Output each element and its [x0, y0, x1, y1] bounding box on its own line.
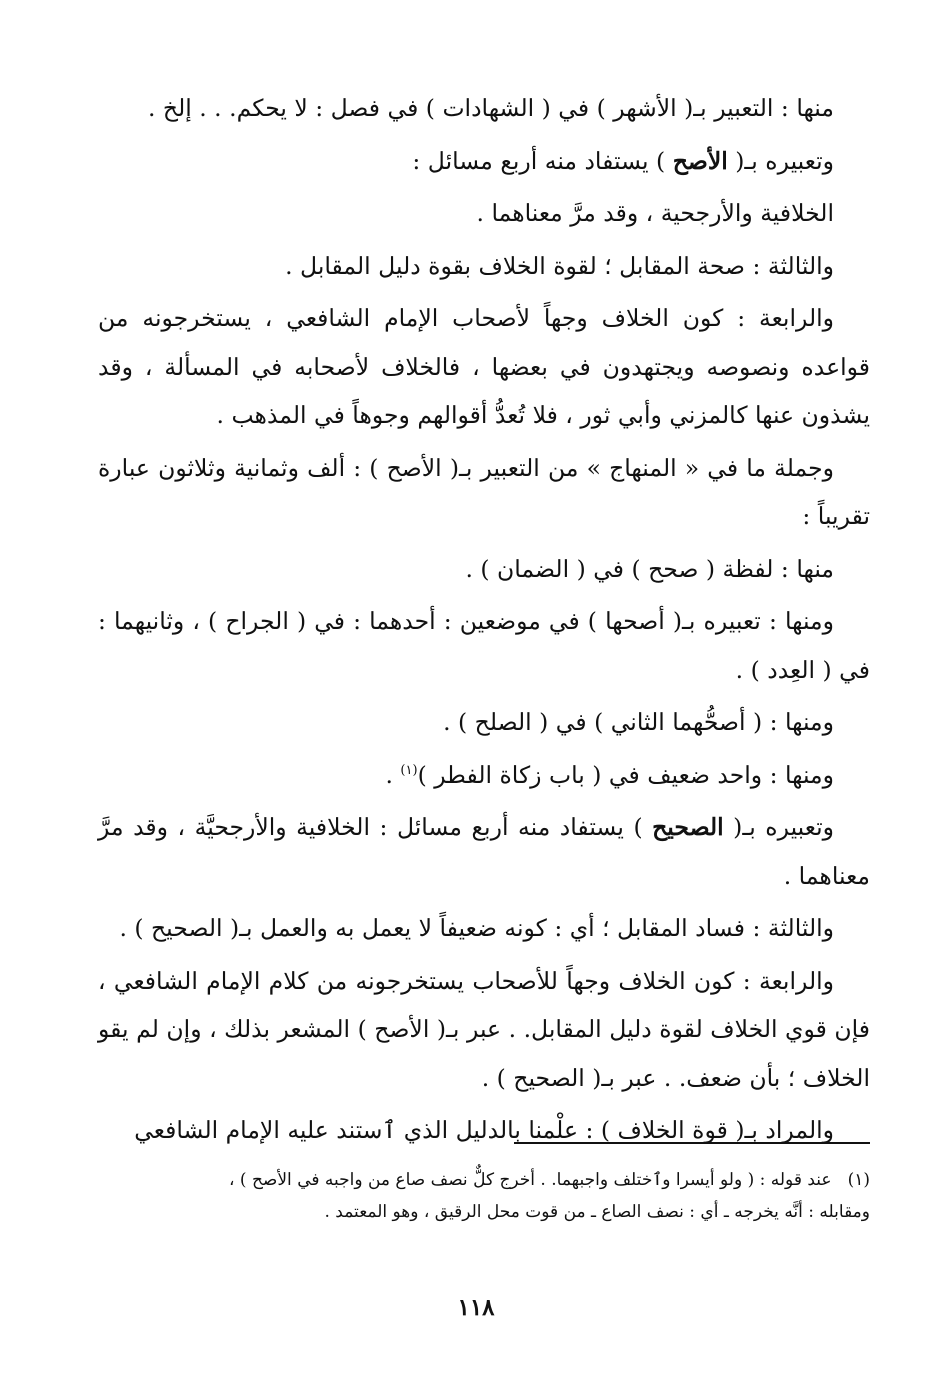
paragraph-text: وجملة ما في « المنهاج » من التعبير بـ( الأصح ) : ألف وثمانية وثلاثون عبارة تقريباً : [98, 453, 870, 530]
footnote-reference: (١) [400, 762, 418, 778]
paragraph-7 [98, 545, 870, 594]
paragraph-text: منها : التعبير بـ( الأشهر ) في ( الشهادات ) في فصل : لا يحكم. . . إلخ . [147, 94, 834, 122]
paragraph-text: والمراد بـ( قوة الخلاف ) : علْمنا بالدليل الذي ٱستند عليه الإمام الشافعي [134, 1116, 834, 1144]
paragraph-12 [98, 904, 870, 953]
page-number: ١١٨ [457, 1294, 495, 1321]
footnote-separator [514, 1142, 870, 1144]
paragraph-text: منها : لفظة ( صحح ) في ( الضمان ) . [465, 554, 834, 583]
paragraph-text: الخلافية والأرجحية ، وقد مرَّ معناهما . [476, 199, 834, 227]
body-text [98, 84, 870, 1155]
paragraph-text: ومنها : تعبيره بـ( أصحها ) في موضعين : أحدهما : في ( الجراح ) ، وثانيهما : في ( العِدد ) . [98, 607, 870, 684]
footnote-continuation: ومقابله : أنَّه يخرجه ـ أي : نصف الصاع ـ من قوت محل الرقيق ، وهو المعتمد . [324, 1202, 870, 1222]
bold-term: الصحيح [652, 813, 724, 841]
paragraph-9 [98, 698, 870, 747]
footnotes [98, 1164, 870, 1228]
paragraph-2 [98, 137, 870, 186]
paragraph-13 [98, 957, 870, 1103]
paragraph-10 [98, 751, 870, 800]
paragraph-4 [98, 242, 870, 291]
paragraph-text: والثالثة : فساد المقابل ؛ أي : كونه ضعيفاً لا يعمل به والعمل بـ( الصحيح ) . [119, 914, 834, 942]
paragraph-5 [98, 294, 870, 440]
paragraph-text: وتعبيره بـ( [727, 146, 834, 175]
paragraph-8 [98, 597, 870, 694]
paragraph-text: ومنها : واحد ضعيف في ( باب زكاة الفطر ) [417, 760, 834, 789]
paragraph-text: وتعبيره بـ( [723, 813, 834, 841]
paragraph-text: . [385, 760, 401, 789]
paragraph-3 [98, 189, 870, 238]
bold-term: الأصح [672, 146, 728, 175]
paragraph-text: ) يستفاد منه أربع مسائل : [412, 146, 673, 175]
paragraph-text: والثالثة : صحة المقابل ؛ لقوة الخلاف بقوة دليل المقابل . [285, 251, 834, 280]
footnote-1 [98, 1164, 870, 1196]
paragraph-text: ) يستفاد منه أربع مسائل : الخلافية والأرجحيَّة ، وقد مرَّ معناهما . [98, 813, 870, 890]
paragraph-14 [98, 1106, 870, 1155]
paragraph-1 [98, 84, 870, 133]
footnote-number: (١) [847, 1170, 870, 1190]
paragraph-text: والرابعة : كون الخلاف وجهاً للأصحاب يستخرجونه من كلام الإمام الشافعي ، فإن قوي الخلاف لقوة دليل المقابل. . عبر بـ( الأصح ) المشعر بذلك ، وإن لم يقو الخلاف ؛ بأن ضعف. . عبر بـ( الصحيح ) . [98, 966, 870, 1092]
paragraph-text: ومنها : ( أصحُّهما الثاني ) في ( الصلح ) . [443, 708, 834, 736]
paragraph-6 [98, 444, 870, 541]
footnote-line-1: عند قوله : ( ولو أيسرا وٱختلف واجبهما. . أخرج كلٌّ نصف صاع من واجبه في الأصح ) ، [229, 1170, 832, 1190]
paragraph-11 [98, 803, 870, 900]
paragraph-text: والرابعة : كون الخلاف وجهاً لأصحاب الإمام الشافعي ، يستخرجونه من قواعده ونصوصه ويجتهدون في بعضها ، فالخلاف لأصحابه في المسألة ، وقد يشذون عنها كالمزني وأبي ثور ، فلا تُعدُّ أقوالهم وجوهاً في المذهب . [98, 304, 870, 429]
